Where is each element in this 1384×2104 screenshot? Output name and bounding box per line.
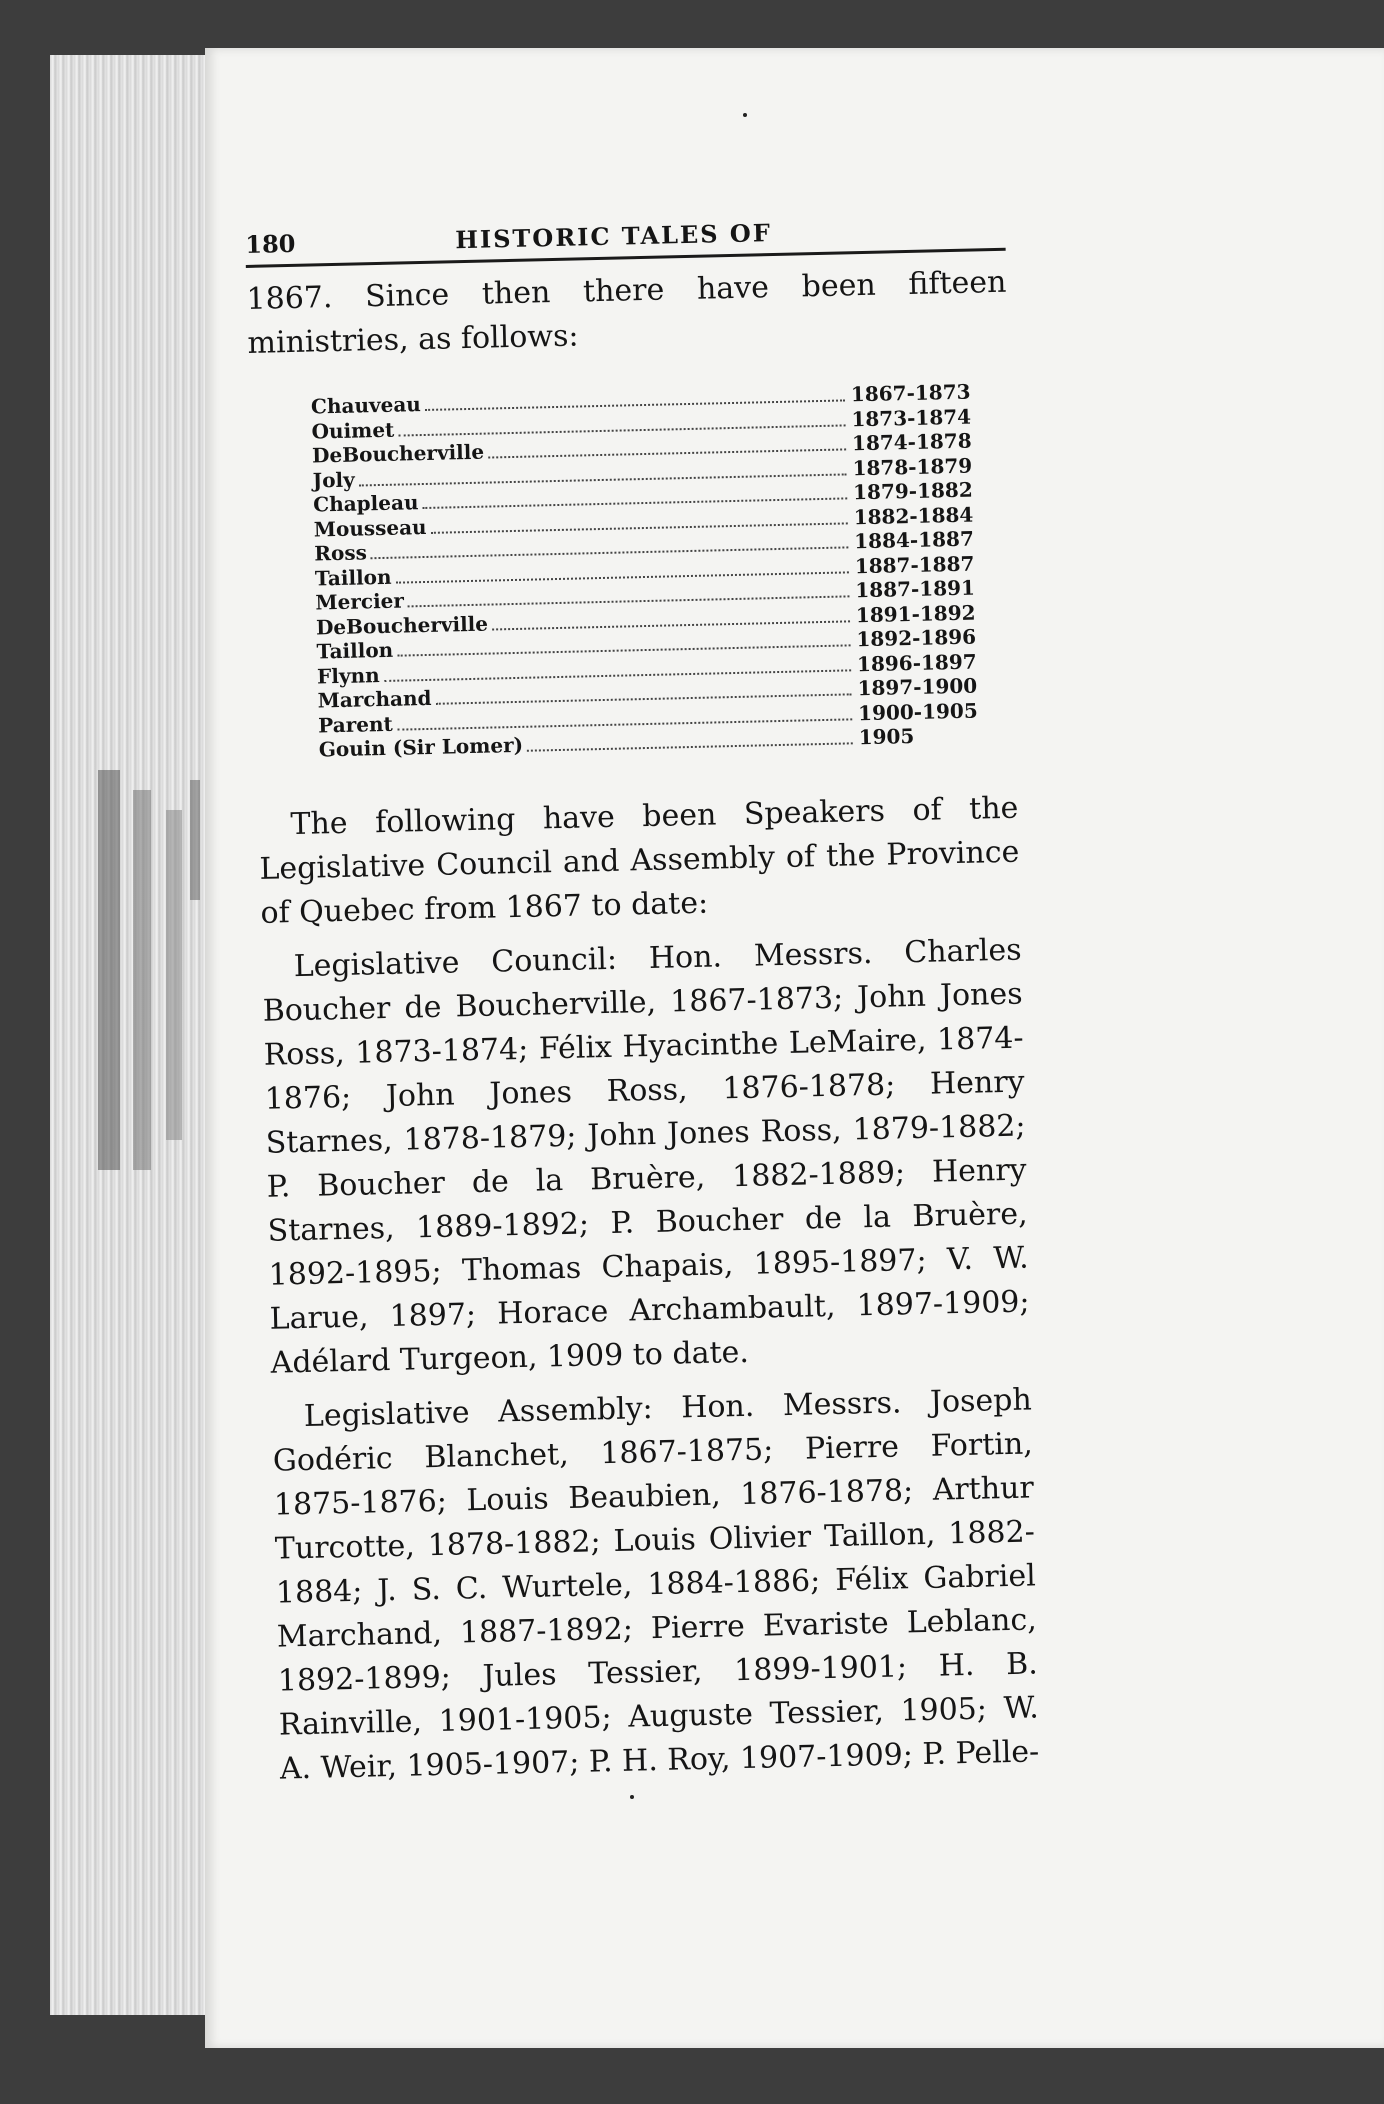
page-number: 180 xyxy=(245,228,296,259)
running-title: HISTORIC TALES OF xyxy=(454,218,773,255)
ministry-name: Flynn xyxy=(316,662,380,688)
page-content xyxy=(245,213,1040,1791)
legislative-assembly-paragraph: Legislative Assembly: Hon. Messrs. Joseph Godéric Blanchet, 1867-1875; Pierre Fortin, 1875-1876; Louis Beaubien, 1876-1878; Arthur Turcotte, 1878-1882; Louis Olivier Taillon, 1882-1884; J. S. C. Wurtele, 1884-1886; Félix Gabriel Marchand, 1887-1892; Pierre Evariste Leblanc, 1892-1899; Jules Tessier, 1899-1901; H. B. Rainville, 1901-1905; Auguste Tessier, 1905; W. A. Weir, 1905-1907; P. H. Roy, 1907-1909; P. Pelle- xyxy=(272,1381,1040,1787)
ministry-name: Gouin (Sir Lomer) xyxy=(318,732,524,762)
ministry-name: Ouimet xyxy=(311,417,395,444)
ministry-name: DeBoucherville xyxy=(315,611,489,639)
speakers-intro-paragraph: The following have been Speakers of the Legislative Council and Assembly of the Province of Quebec from 1867 to date: xyxy=(259,790,1020,931)
legislative-council-paragraph: Legislative Council: Hon. Messrs. Charles Boucher de Boucherville, 1867-1873; John Jones Ross, 1873-1874; Félix Hyacinthe LeMaire, 1874-1876; John Jones Ross, 1876-1878; Henry Starnes, 1878-1879; John Jones Ross, 1879-1882; P. Boucher de la Bruère, 1882-1889; Henry Starnes, 1889-1892; P. Boucher de la Bruère, 1892-1895; Thomas Chapais, 1895-1897; V. W. Larue, 1897; Horace Archambault, 1897-1909; Adélard Turgeon, 1909 to date. xyxy=(262,932,1030,1381)
leader-dots xyxy=(527,742,853,751)
ministry-years: 1867-1873 xyxy=(850,379,971,407)
ministry-years: 1884-1887 xyxy=(853,526,975,554)
ministry-name: Chauveau xyxy=(310,392,422,419)
ministry-years: 1900-1905 xyxy=(857,698,978,725)
ministry-name: Taillon xyxy=(316,637,394,664)
ministry-name: Parent xyxy=(317,711,394,737)
ministry-years: 1892-1896 xyxy=(856,624,977,652)
ministry-years: 1873-1874 xyxy=(851,404,972,431)
ministry-name: Mercier xyxy=(315,588,405,615)
ministry-name: DeBoucherville xyxy=(311,439,485,468)
library-stamp-icon xyxy=(78,770,218,1200)
ministry-years: 1896-1897 xyxy=(856,649,977,676)
ministry-years: 1891-1892 xyxy=(855,600,976,627)
ministries-list xyxy=(310,379,978,762)
ministry-name: Joly xyxy=(312,467,355,493)
ministry-name: Taillon xyxy=(314,564,392,591)
ministry-years: 1887-1887 xyxy=(854,551,975,578)
ministry-years: 1887-1891 xyxy=(855,575,976,603)
ministry-years: 1874-1878 xyxy=(851,428,972,456)
ministry-years: 1905 xyxy=(858,723,915,750)
ink-speck xyxy=(630,1795,634,1799)
ministry-years: 1879-1882 xyxy=(852,477,973,505)
ministry-years: 1882-1884 xyxy=(853,502,974,529)
ministry-name: Marchand xyxy=(317,685,432,713)
ministry-name: Ross xyxy=(314,540,368,566)
ministry-name: Chapleau xyxy=(312,490,419,517)
intro-paragraph: 1867. Since then there have been fifteen ministries, as follows: xyxy=(246,264,1007,361)
ministry-years: 1897-1900 xyxy=(857,673,978,701)
ministry-name: Mousseau xyxy=(313,514,427,542)
ink-speck xyxy=(743,113,747,117)
ministry-years: 1878-1879 xyxy=(852,453,973,480)
